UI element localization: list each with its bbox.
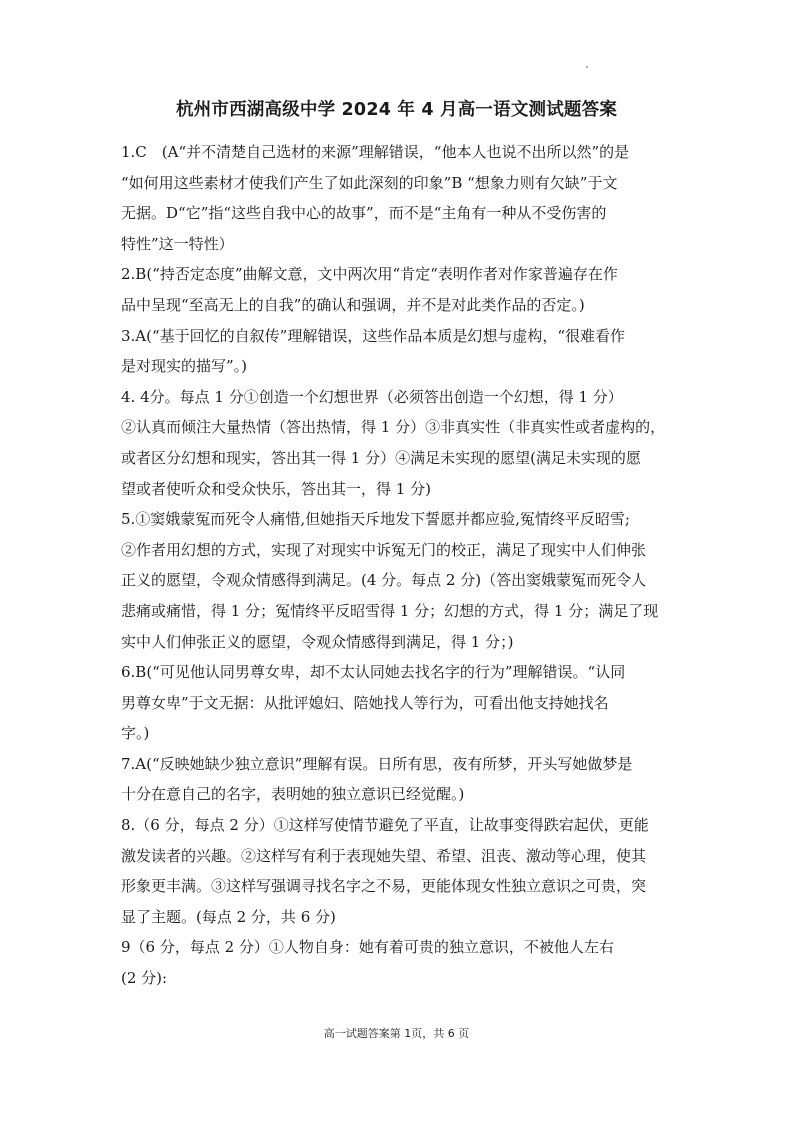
answer-line: 悲痛或痛惜，得 1 分；冤情终平反昭雪得 1 分；幻想的方式，得 1 分；满足了现 bbox=[121, 601, 659, 620]
answer-line: 9（6 分，每点 2 分）①人物自身：她有着可贵的独立意识，不被他人左右 bbox=[121, 938, 614, 957]
answer-line: 1.C (A“并不清楚自己选材的来源”理解错误，“他本人也说不出所以然”的是 bbox=[121, 143, 630, 161]
answer-line: 7.A(“反映她缺少独立意识”理解有误。日所有思，夜有所梦，开头写她做梦是 bbox=[121, 754, 633, 773]
answer-line: 十分在意自己的名字，表明她的独立意识已经觉醒。) bbox=[121, 785, 465, 804]
answer-line: 无据。D“它”指“这些自我中心的故事”，而不是“主角有一种从不受伤害的 bbox=[121, 204, 607, 223]
page-title: 杭州市西湖高级中学 2024 年 4 月高一语文测试题答案 bbox=[175, 100, 618, 120]
answer-line: 8.（6 分，每点 2 分）①这样写使情节避免了平直，让故事变得跌宕起伏，更能 bbox=[121, 816, 649, 835]
answer-line: 6.B(“可见他认同男尊女卑，却不太认同她去找名字的行为”理解错误。“认同 bbox=[121, 663, 626, 682]
answer-line: “如何用这些素材才使我们产生了如此深刻的印象”B “想象力则有欠缺”于文 bbox=[121, 173, 618, 192]
answer-line: 或者区分幻想和现实，答出其一得 1 分）④满足未实现的愿望(满足未实现的愿 bbox=[121, 448, 641, 467]
answer-line: 男尊女卑”于文无据：从批评媳妇、陪她找人等行为，可看出他支持她找名 bbox=[121, 693, 609, 712]
answer-line: 激发读者的兴趣。②这样写有利于表现她失望、希望、沮丧、激动等心理，使其 bbox=[121, 846, 647, 865]
answer-line: ②认真而倾注大量热情（答出热情，得 1 分）③非真实性（非真实性或者虚构的， bbox=[121, 418, 666, 437]
answer-body bbox=[121, 137, 677, 994]
answer-line: 3.A(“基于回忆的自叙传”理解错误，这些作品本质是幻想与虚构，“很难看作 bbox=[121, 326, 626, 345]
answer-line: 特性”这一特性） bbox=[121, 234, 234, 253]
answer-line: (2 分): bbox=[121, 969, 168, 988]
answer-line: 2.B(“持否定态度”曲解文意，文中两次用“肯定“表明作者对作家普遍存在作 bbox=[121, 265, 618, 284]
answer-line: 显了主题。(每点 2 分，共 6 分) bbox=[121, 907, 336, 926]
answer-line: 字。) bbox=[121, 724, 150, 743]
answer-line: 是对现实的描写”。) bbox=[121, 357, 248, 376]
answer-line: 形象更丰满。③这样写强调寻找名字之不易，更能体现女性独立意识之可贵，突 bbox=[121, 877, 647, 896]
scan-speck bbox=[586, 66, 588, 68]
answer-line: ②作者用幻想的方式，实现了对现实中诉冤无门的校正，满足了现实中人们伸张 bbox=[121, 540, 647, 559]
answer-line: 实中人们伸张正义的愿望，令观众情感得到满足，得 1 分；) bbox=[121, 632, 514, 651]
answer-line: 4. 4分。每点 1 分①创造一个幻想世界（必须答出创造一个幻想，得 1 分） bbox=[121, 387, 623, 406]
answer-line: 品中呈现“至高无上的自我”的确认和强调，并不是对此类作品的否定。) bbox=[121, 295, 585, 314]
page-footer: 高一试题答案第 1页，共 6 页 bbox=[323, 1027, 470, 1040]
answer-line: 5.①窦娥蒙冤而死令人痛惜,但她指天斥地发下誓愿并都应验,冤情终平反昭雪; bbox=[121, 510, 630, 529]
answer-line: 望或者使听众和受众快乐，答出其一，得 1 分) bbox=[121, 479, 431, 498]
answer-line: 正义的愿望，令观众情感得到满足。(4 分。每点 2 分)（答出窦娥蒙冤而死令人 bbox=[121, 571, 647, 590]
